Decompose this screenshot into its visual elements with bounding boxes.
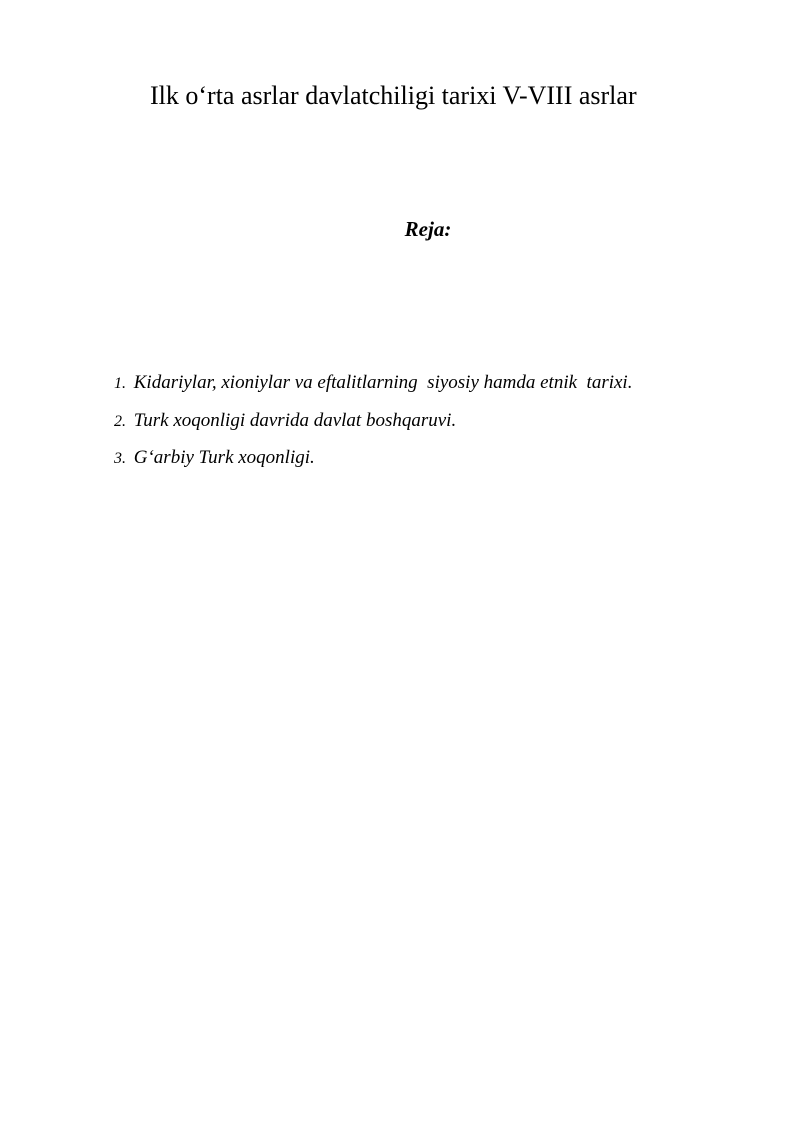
plan-item-text: Turk xoqonligi davrida davlat boshqaruvi. xyxy=(133,409,457,431)
plan-list xyxy=(114,369,754,482)
plan-item-number: 3. xyxy=(114,450,126,467)
plan-item-number: 2. xyxy=(114,412,126,430)
document-title: Ilk o‘rta asrlar davlatchiligi tarixi V-VIII asrlar xyxy=(150,81,637,110)
plan-item xyxy=(114,407,754,445)
plan-item xyxy=(114,444,754,482)
plan-heading: Reja: xyxy=(404,217,452,241)
plan-item-text: G‘arbiy Turk xoqonligi. xyxy=(133,447,315,468)
plan-item-text: Kidariylar, xioniylar va eftalitlarning siyosiy hamda etnik tarixi. xyxy=(133,372,633,393)
plan-item-number: 1. xyxy=(114,375,126,392)
plan-item xyxy=(114,369,754,407)
